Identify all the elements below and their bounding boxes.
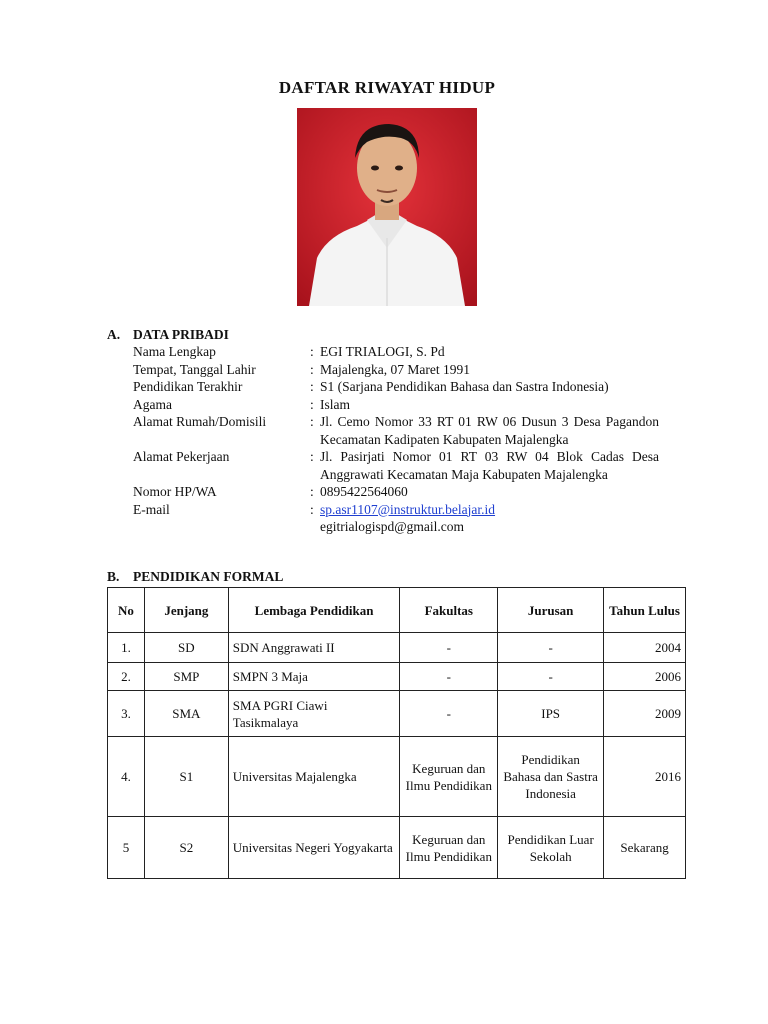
- personal-value: Islam: [320, 396, 350, 412]
- header-lembaga: Lembaga Pendidikan: [228, 588, 400, 633]
- header-jenjang: Jenjang: [144, 588, 228, 633]
- cell-lembaga: SMA PGRI Ciawi Tasikmalaya: [228, 691, 400, 737]
- table-row: [108, 737, 686, 817]
- section-a-letter: A.: [107, 327, 121, 342]
- cell-lembaga: SMPN 3 Maja: [228, 663, 400, 691]
- cell-fakultas: -: [400, 633, 498, 663]
- personal-label: Pendidikan Terakhir: [133, 379, 243, 394]
- cell-no: 4.: [108, 737, 145, 817]
- cell-jurusan: -: [498, 663, 604, 691]
- table-row: [108, 633, 686, 663]
- personal-value: S1 (Sarjana Pendidikan Bahasa dan Sastra Indonesia): [320, 379, 609, 394]
- section-b-letter: B.: [107, 569, 120, 584]
- personal-value: 0895422564060: [320, 484, 408, 499]
- personal-label: Nomor HP/WA: [133, 484, 217, 499]
- email-link[interactable]: sp.asr1107@instruktur.belajar.id: [320, 501, 496, 517]
- personal-value: Majalengka, 07 Maret 1991: [320, 361, 470, 377]
- colon: :: [310, 344, 314, 359]
- table-row: [108, 663, 686, 691]
- personal-row-phone: [133, 483, 663, 501]
- personal-data-list: [133, 343, 663, 536]
- cell-tahun: 2009: [604, 691, 686, 737]
- personal-value: EGI TRIALOGI, S. Pd: [320, 344, 445, 359]
- header-jurusan: Jurusan: [498, 588, 604, 633]
- cell-jurusan: Pendidikan Luar Sekolah: [498, 817, 604, 879]
- personal-row-home-address: [133, 413, 663, 448]
- cell-fakultas: Keguruan dan Ilmu Pendidikan: [400, 817, 498, 879]
- cell-jenjang: SMA: [144, 691, 228, 737]
- section-b-heading: [107, 569, 283, 585]
- colon: :: [310, 449, 314, 464]
- personal-label: Tempat, Tanggal Lahir: [133, 361, 256, 377]
- cell-jurusan: Pendidikan Bahasa dan Sastra Indonesia: [498, 737, 604, 817]
- cell-jurusan: IPS: [498, 691, 604, 737]
- colon: :: [310, 414, 314, 429]
- section-a-title: DATA PRIBADI: [133, 327, 229, 342]
- personal-label: Agama: [133, 396, 172, 412]
- personal-row-work-address: [133, 448, 663, 483]
- personal-row-birth: [133, 361, 663, 379]
- table-header-row: [108, 588, 686, 633]
- document-title: DAFTAR RIWAYAT HIDUP: [278, 78, 496, 97]
- personal-row-email: [133, 501, 663, 536]
- cell-fakultas: -: [400, 691, 498, 737]
- cell-jenjang: S2: [144, 817, 228, 879]
- header-no: No: [108, 588, 145, 633]
- cell-tahun: 2004: [604, 633, 686, 663]
- cell-tahun: 2016: [604, 737, 686, 817]
- colon: :: [310, 396, 314, 412]
- colon: :: [310, 361, 314, 377]
- cell-lembaga: Universitas Negeri Yogyakarta: [228, 817, 400, 879]
- header-fakultas: Fakultas: [400, 588, 498, 633]
- colon: :: [310, 501, 314, 517]
- cell-lembaga: SDN Anggrawati II: [228, 633, 400, 663]
- header-tahun-lulus: Tahun Lulus: [604, 588, 686, 633]
- email-secondary: egitrialogispd@gmail.com: [320, 519, 465, 534]
- personal-label: Nama Lengkap: [133, 344, 216, 359]
- cell-jurusan: -: [498, 633, 604, 663]
- cell-jenjang: S1: [144, 737, 228, 817]
- cell-tahun: Sekarang: [604, 817, 686, 879]
- cell-no: 2.: [108, 663, 145, 691]
- colon: :: [310, 484, 314, 499]
- cell-lembaga: Universitas Majalengka: [228, 737, 400, 817]
- education-table: [107, 587, 686, 879]
- cell-fakultas: Keguruan dan Ilmu Pendidikan: [400, 737, 498, 817]
- personal-row-name: [133, 343, 663, 361]
- section-a-heading: [107, 327, 229, 343]
- personal-row-education: [133, 378, 663, 396]
- profile-photo: [297, 108, 477, 306]
- personal-label: E-mail: [133, 501, 170, 517]
- cell-tahun: 2006: [604, 663, 686, 691]
- cell-jenjang: SD: [144, 633, 228, 663]
- personal-value: [320, 501, 659, 536]
- colon: :: [310, 379, 314, 394]
- cell-no: 3.: [108, 691, 145, 737]
- cell-fakultas: -: [400, 663, 498, 691]
- cell-no: 5: [108, 817, 145, 879]
- cell-no: 1.: [108, 633, 145, 663]
- section-b-title: PENDIDIKAN FORMAL: [133, 569, 284, 584]
- personal-value: Jl. Pasirjati Nomor 01 RT 03 RW 04 Blok Cadas Desa Anggrawati Kecamatan Maja Kabupaten Majalengka: [320, 449, 659, 482]
- personal-label: Alamat Pekerjaan: [133, 449, 230, 464]
- personal-label: Alamat Rumah/Domisili: [133, 414, 267, 429]
- table-row: [108, 691, 686, 737]
- cell-jenjang: SMP: [144, 663, 228, 691]
- table-row: [108, 817, 686, 879]
- personal-value: Jl. Cemo Nomor 33 RT 01 RW 06 Dusun 3 Desa Pagandon Kecamatan Kadipaten Kabupaten Majalengka: [320, 414, 659, 447]
- personal-row-religion: [133, 396, 663, 414]
